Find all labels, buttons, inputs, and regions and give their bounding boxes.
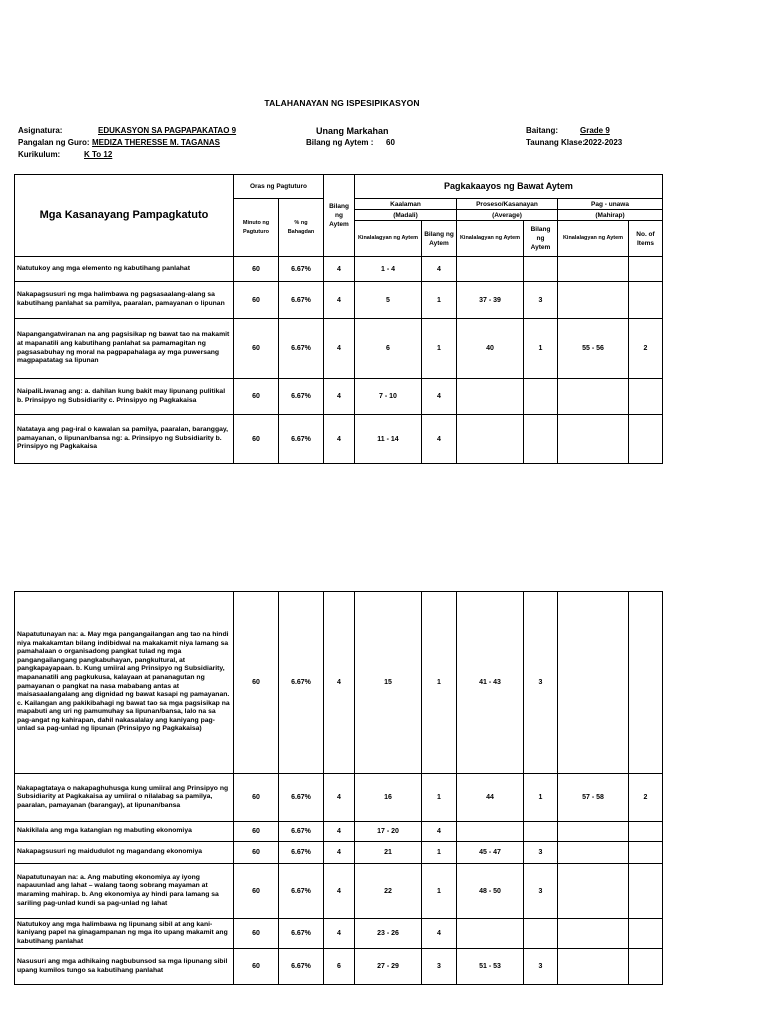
kaalaman-header: Kaalaman <box>355 199 457 210</box>
madali-header: (Madali) <box>355 210 457 221</box>
bilang-aytem-cell: 4 <box>324 319 355 379</box>
proseso-bilang-cell: 3 <box>524 949 558 985</box>
minuto-cell: 60 <box>234 949 279 985</box>
proseso-kinalalagyan-cell <box>457 919 524 949</box>
bilang-ng-aytem-header: Bilang ng Aytem <box>524 221 558 257</box>
porsyento-cell: 6.67% <box>279 415 324 464</box>
pagkakaayos-header: Pagkakaayos ng Bawat Aytem <box>355 175 663 199</box>
pagunawa-kinalalagyan-cell <box>558 592 629 774</box>
pagunawa-kinalalagyan-cell <box>558 842 629 864</box>
bilang-ng-aytem-header: Bilang ng Aytem <box>422 221 457 257</box>
competency-cell: Napatutunayan na: a. Ang mabuting ekonomiya ay iyong napauunlad ang lahat – walang taong sobrang mayaman at maraming mahirap. b. Ang ekonomiya ay hindi para lamang sa sariling pag-unlad kundi sa pag-unlad ng lahat <box>15 864 234 919</box>
bilang-aytem-cell: 4 <box>324 257 355 282</box>
table-row <box>15 257 663 282</box>
competency-cell: NaipaliLiwanag ang: a. dahilan kung bakit may lipunang pulitikal b. Prinsipyo ng Subsidiarity c. Prinsipyo ng Pagkakaisa <box>15 379 234 415</box>
table-row <box>15 415 663 464</box>
minuto-cell: 60 <box>234 842 279 864</box>
kaalaman-bilang-cell: 1 <box>422 864 457 919</box>
pagunawa-bilang-cell <box>629 379 663 415</box>
kaalaman-kinalalagyan-cell: 5 <box>355 282 422 319</box>
competency-cell: Nasusuri ang mga adhikaing nagbubunsod sa mga lipunang sibil upang kumilos tungo sa kabutihang panlahat <box>15 949 234 985</box>
competency-cell: Nakapagsusuri ng mga halimbawa ng pagsasaalang-alang sa kabutihang panlahat sa pamilya, paaralan, pamayanan o lipunan <box>15 282 234 319</box>
proseso-kinalalagyan-cell: 44 <box>457 774 524 822</box>
pagunawa-kinalalagyan-cell <box>558 949 629 985</box>
kaalaman-kinalalagyan-cell: 6 <box>355 319 422 379</box>
competency-cell: Natataya ang pag-iral o kawalan sa pamilya, paaralan, baranggay, pamayanan, o lipunan/bansa ng: a. Prinsipyo ng Subsidiarity b. Prinsipyo ng Pagkakaisa <box>15 415 234 464</box>
kaalaman-bilang-cell: 4 <box>422 822 457 842</box>
proseso-kinalalagyan-cell <box>457 415 524 464</box>
kaalaman-kinalalagyan-cell: 7 - 10 <box>355 379 422 415</box>
pagunawa-bilang-cell: 2 <box>629 774 663 822</box>
kaalaman-bilang-cell: 4 <box>422 257 457 282</box>
proseso-bilang-cell <box>524 379 558 415</box>
table-row <box>15 282 663 319</box>
pagunawa-kinalalagyan-cell: 55 - 56 <box>558 319 629 379</box>
minuto-cell: 60 <box>234 379 279 415</box>
kaalaman-kinalalagyan-cell: 23 - 26 <box>355 919 422 949</box>
proseso-kinalalagyan-cell: 37 - 39 <box>457 282 524 319</box>
pagunawa-kinalalagyan-cell <box>558 282 629 319</box>
no-of-items-header: No. of Items <box>629 221 663 257</box>
pagunawa-kinalalagyan-cell <box>558 415 629 464</box>
asignatura-value: EDUKASYON SA PAGPAPAKATAO 9 <box>98 126 237 135</box>
bilang-aytem-cell: 4 <box>324 842 355 864</box>
oras-header: Oras ng Pagtuturo <box>234 175 324 199</box>
porsyento-cell: 6.67% <box>279 319 324 379</box>
table-row <box>15 319 663 379</box>
proseso-bilang-cell: 1 <box>524 774 558 822</box>
taon-value: 2022-2023 <box>584 138 623 147</box>
competency-cell: Nakapagsusuri ng maidudulot ng magandang ekonomiya <box>15 842 234 864</box>
proseso-bilang-cell <box>524 415 558 464</box>
kaalaman-bilang-cell: 3 <box>422 949 457 985</box>
minuto-cell: 60 <box>234 864 279 919</box>
porsyento-cell: 6.67% <box>279 842 324 864</box>
average-header: (Average) <box>457 210 558 221</box>
bilang-aytem-cell: 4 <box>324 919 355 949</box>
kaalaman-kinalalagyan-cell: 22 <box>355 864 422 919</box>
bilang-aytem-cell: 4 <box>324 864 355 919</box>
pagunawa-bilang-cell <box>629 864 663 919</box>
bilang-aytem-value: 60 <box>386 138 395 147</box>
pagunawa-bilang-cell <box>629 257 663 282</box>
specification-table-page-2 <box>14 591 663 985</box>
porsyento-cell: 6.67% <box>279 774 324 822</box>
competencies-header: Mga Kasanayang Pampagkatuto <box>15 175 234 257</box>
specification-table-page-1 <box>14 174 663 464</box>
bilang-aytem-cell: 4 <box>324 415 355 464</box>
proseso-kinalalagyan-cell: 40 <box>457 319 524 379</box>
competency-cell: Natutukoy ang mga elemento ng kabutihang panlahat <box>15 257 234 282</box>
porsyento-header: % ng Bahagdan <box>279 199 324 257</box>
pagunawa-kinalalagyan-cell <box>558 257 629 282</box>
proseso-header: Proseso/Kasanayan <box>457 199 558 210</box>
bilang-aytem-cell: 4 <box>324 379 355 415</box>
kurikulum-label: Kurikulum: <box>18 150 61 159</box>
kaalaman-bilang-cell: 1 <box>422 774 457 822</box>
pagunawa-kinalalagyan-cell <box>558 864 629 919</box>
minuto-cell: 60 <box>234 919 279 949</box>
kaalaman-kinalalagyan-cell: 16 <box>355 774 422 822</box>
porsyento-cell: 6.67% <box>279 379 324 415</box>
table-row <box>15 822 663 842</box>
competency-cell: Nakikilala ang mga katangian ng mabuting ekonomiya <box>15 822 234 842</box>
competency-cell: Natutukoy ang mga halimbawa ng lipunang sibil at ang kani-kaniyang papel na ginagampanan ng mga ito upang makamit ang kabutihang panlahat <box>15 919 234 949</box>
proseso-kinalalagyan-cell <box>457 822 524 842</box>
guro-value: MEDIZA THERESSE M. TAGANAS <box>92 138 221 147</box>
asignatura-label: Asignatura: <box>18 126 63 135</box>
table-row <box>15 919 663 949</box>
minuto-cell: 60 <box>234 257 279 282</box>
pagunawa-kinalalagyan-cell <box>558 822 629 842</box>
proseso-bilang-cell: 1 <box>524 319 558 379</box>
pagunawa-bilang-cell <box>629 919 663 949</box>
kinalalagyan-header: Kinalalagyan ng Aytem <box>457 221 524 257</box>
bilang-aytem-cell: 6 <box>324 949 355 985</box>
table-row <box>15 774 663 822</box>
proseso-kinalalagyan-cell: 41 - 43 <box>457 592 524 774</box>
minuto-cell: 60 <box>234 822 279 842</box>
proseso-bilang-cell: 3 <box>524 592 558 774</box>
markahan: Unang Markahan <box>316 126 389 136</box>
table-row <box>15 949 663 985</box>
pagunawa-bilang-cell <box>629 415 663 464</box>
bilang-aytem-cell: 4 <box>324 282 355 319</box>
proseso-kinalalagyan-cell: 45 - 47 <box>457 842 524 864</box>
kaalaman-bilang-cell: 4 <box>422 919 457 949</box>
bilang-aytem-cell: 4 <box>324 592 355 774</box>
proseso-bilang-cell <box>524 919 558 949</box>
pagunawa-kinalalagyan-cell <box>558 379 629 415</box>
proseso-bilang-cell: 3 <box>524 842 558 864</box>
bilang-aytem-cell: 4 <box>324 822 355 842</box>
kaalaman-bilang-cell: 4 <box>422 415 457 464</box>
pagunawa-bilang-cell <box>629 842 663 864</box>
table-row <box>15 842 663 864</box>
kurikulum-value: K To 12 <box>84 150 113 159</box>
pagunawa-kinalalagyan-cell: 57 - 58 <box>558 774 629 822</box>
proseso-kinalalagyan-cell: 51 - 53 <box>457 949 524 985</box>
kaalaman-kinalalagyan-cell: 27 - 29 <box>355 949 422 985</box>
pagunawa-kinalalagyan-cell <box>558 919 629 949</box>
kaalaman-kinalalagyan-cell: 15 <box>355 592 422 774</box>
taon-label: Taunang Klase: <box>526 138 585 147</box>
bilang-aytem-label: Bilang ng Aytem : <box>306 138 374 147</box>
table-row <box>15 379 663 415</box>
competency-cell: Nakapagtataya o nakapaghuhusga kung umiiral ang Prinsipyo ng Subsidiarity at Pagkakaisa ay umiiral o nilalabag sa pamilya, paaralan, pamayanan (barangay), at lipunan/bansa <box>15 774 234 822</box>
kinalalagyan-header: Kinalalagyan ng Aytem <box>558 221 629 257</box>
minuto-cell: 60 <box>234 282 279 319</box>
proseso-bilang-cell: 3 <box>524 282 558 319</box>
bilang-aytem-cell: 4 <box>324 774 355 822</box>
kaalaman-bilang-cell: 1 <box>422 842 457 864</box>
kaalaman-bilang-cell: 4 <box>422 379 457 415</box>
table-row <box>15 864 663 919</box>
pagunawa-bilang-cell: 2 <box>629 319 663 379</box>
pagunawa-bilang-cell <box>629 592 663 774</box>
minuto-header: Minuto ng Pagtuturo <box>234 199 279 257</box>
kaalaman-bilang-cell: 1 <box>422 319 457 379</box>
proseso-bilang-cell: 3 <box>524 864 558 919</box>
kinalalagyan-header: Kinalalagyan ng Aytem <box>355 221 422 257</box>
minuto-cell: 60 <box>234 319 279 379</box>
kaalaman-kinalalagyan-cell: 1 - 4 <box>355 257 422 282</box>
competency-cell: Napangangatwiranan na ang pagsisikap ng bawat tao na makamit at mapanatili ang kabutihang panlahat sa pamamagitan ng pagsasabuhay ng moral na pagpapahalaga ay mga puwersang magpapatatag sa lipunan <box>15 319 234 379</box>
pagunawa-header: Pag - unawa <box>558 199 663 210</box>
porsyento-cell: 6.67% <box>279 592 324 774</box>
proseso-bilang-cell <box>524 822 558 842</box>
proseso-kinalalagyan-cell <box>457 257 524 282</box>
bilang-aytem-header: Bilang ng Aytem <box>324 175 355 257</box>
proseso-kinalalagyan-cell <box>457 379 524 415</box>
document-title: TALAHANAYAN NG ISPESIPIKASYON <box>264 98 420 108</box>
porsyento-cell: 6.67% <box>279 949 324 985</box>
guro-label: Pangalan ng Guro: <box>18 138 90 147</box>
competency-cell: Napatutunayan na: a. May mga pangangailangan ang tao na hindi niya makakamtan bilang indibidwal na makakamit niya lamang sa pamahalaan o organisadong pangkat tulad ng mga pangangailangang pangkabuhayan, pangkultural, at pangkapayapaan. b. Kung umiiral ang Prinsipyo ng Subsidiarity, mapananatili ang pagkukusa, kalayaan at pananagutan ng pamayanan o pangkat na nasa mababang antas at maisasaalangalang ang dignidad ng bawat kasapi ng pamayanan. c. Kailangan ang pakikibahagi ng bawat tao sa mga pagsisikap na mapabuti ang uri ng pamumuhay sa lipunan/bansa, lalo na sa pag-angat ng kahirapan, dahil nakasalalay ang kaniyang pag-unlad sa pag-unlad ng lipunan (Prinsipyo ng Pagkakaisa) <box>15 592 234 774</box>
proseso-bilang-cell <box>524 257 558 282</box>
kaalaman-kinalalagyan-cell: 21 <box>355 842 422 864</box>
baitang-value: Grade 9 <box>580 126 610 135</box>
porsyento-cell: 6.67% <box>279 257 324 282</box>
table-row <box>15 592 663 774</box>
kaalaman-bilang-cell: 1 <box>422 592 457 774</box>
pagunawa-bilang-cell <box>629 949 663 985</box>
pagunawa-bilang-cell <box>629 282 663 319</box>
kaalaman-kinalalagyan-cell: 17 - 20 <box>355 822 422 842</box>
minuto-cell: 60 <box>234 415 279 464</box>
kaalaman-kinalalagyan-cell: 11 - 14 <box>355 415 422 464</box>
porsyento-cell: 6.67% <box>279 822 324 842</box>
proseso-kinalalagyan-cell: 48 - 50 <box>457 864 524 919</box>
baitang-label: Baitang: <box>526 126 558 135</box>
porsyento-cell: 6.67% <box>279 919 324 949</box>
minuto-cell: 60 <box>234 774 279 822</box>
mahirap-header: (Mahirap) <box>558 210 663 221</box>
minuto-cell: 60 <box>234 592 279 774</box>
porsyento-cell: 6.67% <box>279 864 324 919</box>
pagunawa-bilang-cell <box>629 822 663 842</box>
kaalaman-bilang-cell: 1 <box>422 282 457 319</box>
porsyento-cell: 6.67% <box>279 282 324 319</box>
